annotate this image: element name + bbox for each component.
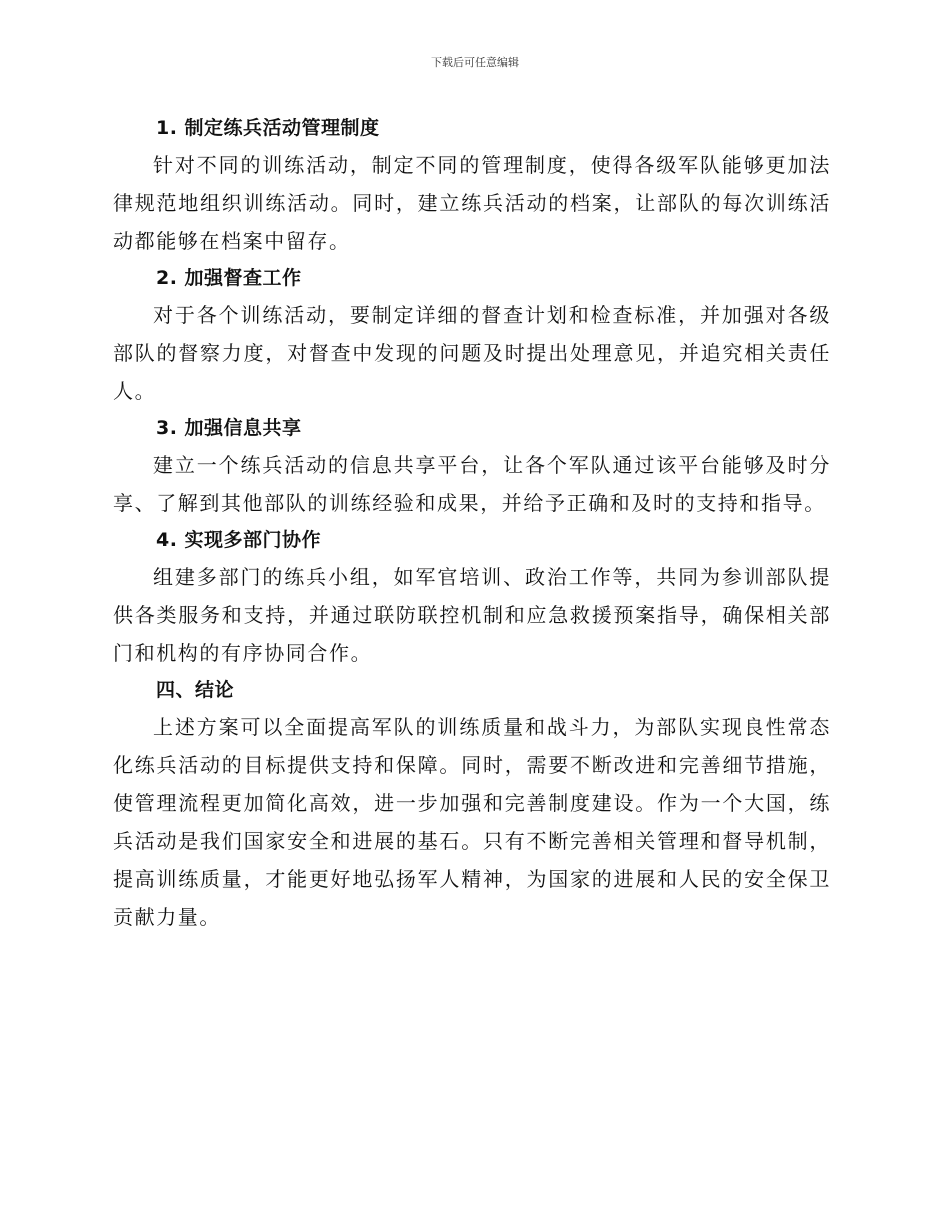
section-heading-3: 3. 加强信息共享 [156,417,302,439]
section-paragraph-3: 建立一个练兵活动的信息共享平台，让各个军队通过该平台能够及时分享、了解到其他部队的训练经验和成果，并给予正确和及时的支持和指导。 [113,453,831,515]
section-paragraph-4: 组建多部门的练兵小组，如军官培训、政治工作等，共同为参训部队提供各类服务和支持，并通过联防联控机制和应急救援预案指导，确保相关部门和机构的有序协同合作。 [113,565,831,665]
section-paragraph-2: 对于各个训练活动，要制定详细的督查计划和检查标准，并加强对各级部队的督察力度，对督查中发现的问题及时提出处理意见，并追究相关责任人。 [113,303,831,403]
section-heading-1: 1. 制定练兵活动管理制度 [156,117,380,139]
section-paragraph-1: 针对不同的训练活动，制定不同的管理制度，使得各级军队能够更加法律规范地组织训练活动。同时，建立练兵活动的档案，让部队的每次训练活动都能够在档案中留存。 [113,153,831,253]
section-paragraph-conclusion: 上述方案可以全面提高军队的训练质量和战斗力，为部队实现良性常态化练兵活动的目标提供支持和保障。同时，需要不断改进和完善细节措施，使管理流程更加简化高效，进一步加强和完善制度建设。作为一个大国，练兵活动是我们国家安全和进展的基石。只有不断完善相关管理和督导机制，提高训练质量，才能更好地弘扬军人精神，为国家的进展和人民的安全保卫贡献力量。 [113,715,831,929]
section-heading-2: 2. 加强督查工作 [156,267,302,289]
document-body [113,110,831,936]
section-heading-conclusion: 四、结论 [156,679,235,701]
section-heading-4: 4. 实现多部门协作 [156,529,322,551]
page-header-note: 下载后可任意编辑 [431,56,519,69]
